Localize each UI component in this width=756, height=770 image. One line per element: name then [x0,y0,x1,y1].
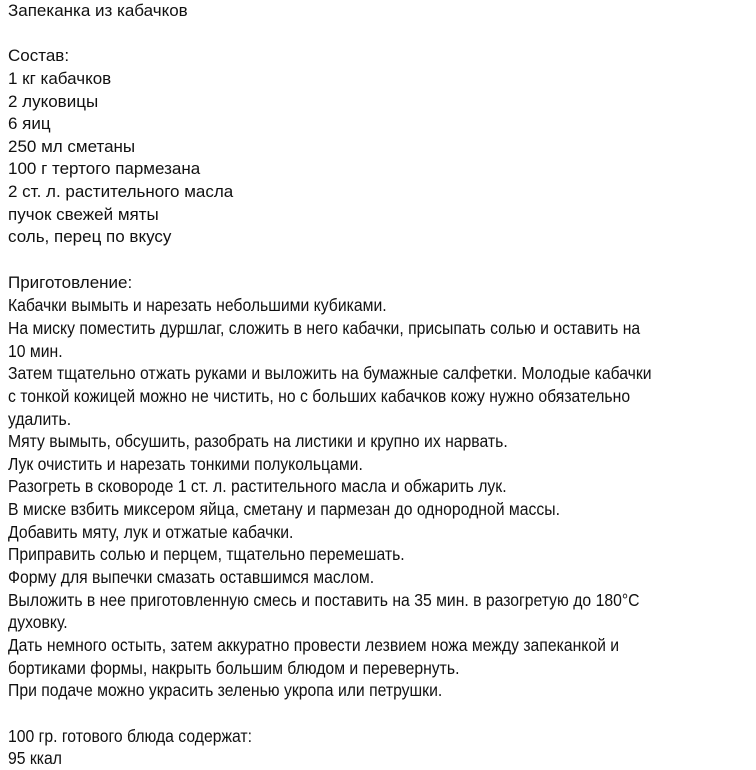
ingredient-item: соль, перец по вкусу [8,227,172,247]
preparation-line: Форму для выпечки смазать оставшимся маслом. [8,567,375,588]
preparation-line: На миску поместить дуршлаг, сложить в него кабачки, присыпать солью и оставить на [8,317,641,338]
preparation-line: При подаче можно украсить зеленью укропа или петрушки. [8,680,443,701]
preparation-line: Кабачки вымыть и нарезать небольшими кубиками. [8,295,387,316]
ingredient-item: 100 г тертого пармезана [8,159,201,179]
preparation-line: Приправить солью и перцем, тщательно перемешать. [8,544,405,565]
preparation-line: Добавить мяту, лук и отжатые кабачки. [8,521,294,542]
preparation-line: духовку. [8,612,68,633]
ingredients-heading: Состав: [8,46,70,66]
ingredient-item: 250 мл сметаны [8,136,136,156]
recipe-header-section [8,0,756,294]
ingredient-item: 2 ст. л. растительного масла [8,182,234,202]
recipe-document [8,0,756,770]
nutrition-heading: 100 гр. готового блюда содержат: [8,725,253,746]
ingredient-item: 1 кг кабачков [8,68,112,88]
ingredient-item: 2 луковицы [8,91,99,111]
preparation-line: Лук очистить и нарезать тонкими полукольцами. [8,453,363,474]
preparation-line: с тонкой кожицей можно не чистить, но с больших кабачков кожу нужно обязательно [8,385,631,406]
preparation-line: Выложить в нее приготовленную смесь и поставить на 35 мин. в разогретую до 180°C [8,589,640,610]
blank-line [8,702,756,725]
ingredient-item: 6 яиц [8,114,51,134]
preparation-line: удалить. [8,408,72,429]
calories-value: 95 ккал [8,748,62,769]
preparation-line: Мяту вымыть, обсушить, разобрать на листики и крупно их нарвать. [8,431,508,452]
preparation-line: Затем тщательно отжать руками и выложить на бумажные салфетки. Молодые кабачки [8,363,652,384]
preparation-line: 10 мин. [8,340,63,361]
ingredient-item: пучок свежей мяты [8,204,159,224]
blank-line [8,23,756,46]
preparation-steps [8,294,756,702]
preparation-heading: Приготовление: [8,272,133,292]
preparation-line: бортиками формы, накрыть большим блюдом и перевернуть. [8,657,460,678]
preparation-line: В миске взбить миксером яйца, сметану и пармезан до однородной массы. [8,499,560,520]
ingredients-list [8,68,756,249]
nutrition-section [8,725,756,770]
preparation-line: Дать немного остыть, затем аккуратно провести лезвием ножа между запеканкой и [8,634,620,655]
preparation-line: Разогреть в сковороде 1 ст. л. растительного масла и обжарить лук. [8,476,507,497]
recipe-title: Запеканка из кабачков [8,1,188,20]
blank-line [8,249,756,272]
